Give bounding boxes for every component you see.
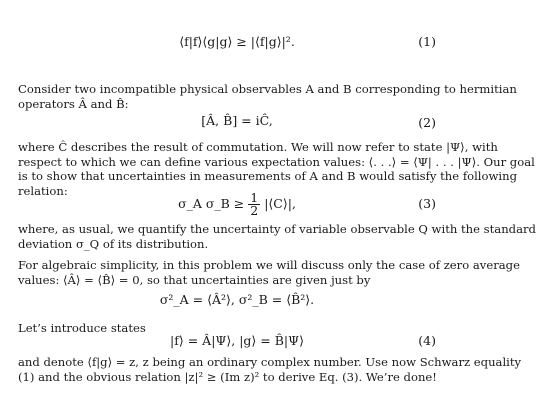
- equation-3-rhs: |⟨C⟩|,: [264, 196, 296, 211]
- equation-2: [Â, B̂] = iĈ,: [201, 113, 273, 128]
- equation-3: [0, 192, 474, 217]
- equation-2-number: (2): [418, 115, 436, 130]
- equation-3-lhs: σ_A σ_B ≥: [178, 196, 245, 211]
- fraction-numerator: 1: [250, 190, 259, 205]
- paragraph-line: values: ⟨Â⟩ = ⟨B̂⟩ = 0, so that uncertainties are given just by: [18, 272, 371, 287]
- paragraph-line: respect to which we can define various expectation values: ⟨. . .⟩ = ⟨Ψ| . . . |Ψ⟩. Our goal: [18, 154, 535, 169]
- paragraph-intro: [18, 82, 517, 111]
- equation-1-number: (1): [418, 34, 436, 49]
- paragraph-line: Let’s introduce states: [18, 321, 146, 335]
- equation-1: ⟨f|f⟩⟨g|g⟩ ≥ |⟨f|g⟩|².: [179, 34, 295, 49]
- paragraph-expectation: [18, 140, 535, 198]
- paragraph-line: relation:: [18, 183, 68, 198]
- paragraph-uncertainty: [18, 222, 536, 251]
- paragraph-line: where, as usual, we quantify the uncertainty of variable observable Q with the standard: [18, 222, 536, 236]
- equation-3-number: (3): [418, 196, 436, 211]
- equation-variance: σ²_A = ⟨Â²⟩, σ²_B = ⟨B̂²⟩.: [159, 292, 315, 307]
- equation-4-number: (4): [418, 333, 436, 348]
- paragraph-line: where Ĉ describes the result of commutation. We will now refer to state |Ψ⟩, with: [18, 140, 498, 154]
- paragraph-line: deviation σ_Q of its distribution.: [18, 236, 209, 251]
- fraction-denominator: 2: [250, 203, 259, 218]
- paragraph-line: operators Â and B̂:: [18, 96, 129, 111]
- equation-3-fraction: [248, 192, 260, 217]
- equation-4: |f⟩ = Â|Ψ⟩, |g⟩ = B̂|Ψ⟩: [170, 333, 304, 348]
- paragraph-line: Consider two incompatible physical observables A and B corresponding to hermitian: [18, 82, 517, 96]
- paragraph-line: (1) and the obvious relation |z|² ≥ (Im z)² to derive Eq. (3). We’re done!: [18, 369, 437, 384]
- paragraph-line: and denote ⟨f|g⟩ = z, z being an ordinary complex number. Use now Schwarz equality: [18, 355, 522, 369]
- paragraph-conclusion: [18, 355, 522, 384]
- paragraph-simplicity: [18, 258, 520, 287]
- paragraph-line: is to show that uncertainties in measurements of A and B would satisfy the following: [18, 169, 518, 184]
- paragraph-line: For algebraic simplicity, in this problem we will discuss only the case of zero average: [18, 258, 520, 272]
